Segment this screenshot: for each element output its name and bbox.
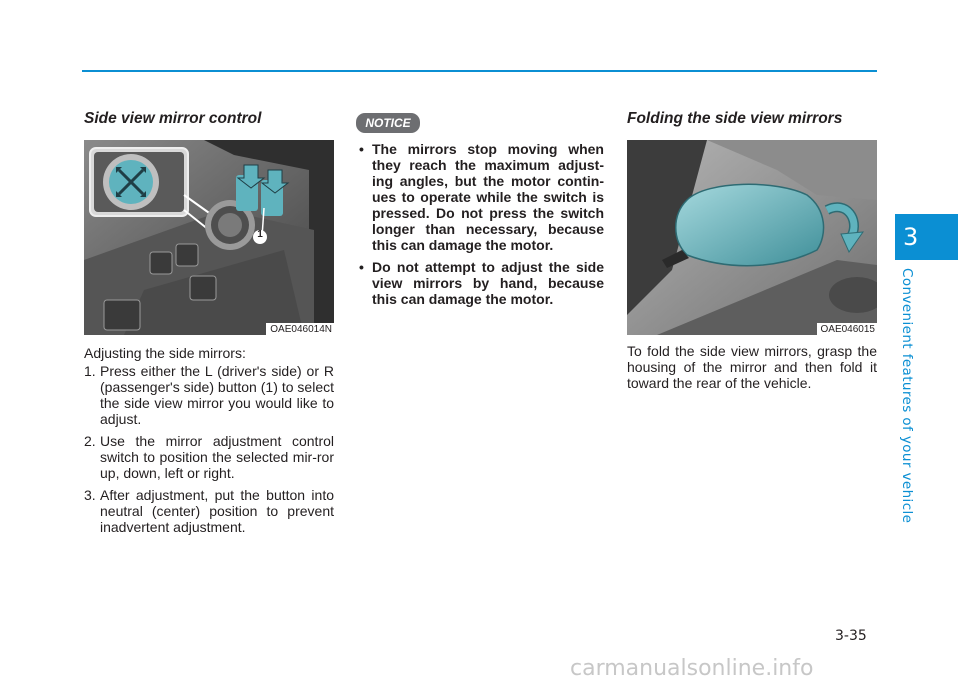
image-code: OAE046015 xyxy=(817,323,878,335)
notice-text: The mirrors stop moving when they reach the maximum adjust-ing angles, but the motor contin-ues to operate while the switch is pressed. Do not press the switch longer than necessary, because this can damage the motor. xyxy=(372,141,604,253)
step-number: 1. xyxy=(84,363,96,379)
step-number: 3. xyxy=(84,487,96,503)
steps-list xyxy=(84,363,334,535)
mirror-control-text xyxy=(84,345,334,541)
callout-number: 1 xyxy=(257,229,263,240)
chapter-label xyxy=(895,268,919,524)
bullet: • xyxy=(359,141,364,157)
list-item xyxy=(84,487,334,535)
list-item xyxy=(84,433,334,481)
chapter-label-text: Convenient features of your vehicle xyxy=(899,268,915,524)
notice-badge: NOTICE xyxy=(356,113,420,133)
image-code: OAE046014N xyxy=(266,323,334,335)
watermark: carmanualsonline.info xyxy=(570,656,814,681)
notice-text: Do not attempt to adjust the side view mirrors by hand, because this can damage the motor. xyxy=(372,259,604,307)
step-text: After adjustment, put the button into neutral (center) position to prevent inadvertent adjustment. xyxy=(100,487,334,535)
folding-mirrors-text: To fold the side view mirrors, grasp the housing of the mirror and then fold it toward the rear of the vehicle. xyxy=(627,343,877,391)
mirror-switch-photo xyxy=(84,140,334,335)
step-text: Press either the L (driver's side) or R (passenger's side) button (1) to select the side view mirror you would like to adjust. xyxy=(100,363,334,427)
list-item xyxy=(356,141,604,253)
section-heading-folding-mirrors: Folding the side view mirrors xyxy=(627,110,843,127)
folding-mirror-photo xyxy=(627,140,877,335)
page-number: 3-35 xyxy=(835,628,867,644)
chapter-tab: 3 xyxy=(895,214,958,260)
intro-text: Adjusting the side mirrors: xyxy=(84,345,246,361)
section-heading-mirror-control: Side view mirror control xyxy=(84,110,262,127)
list-item xyxy=(84,363,334,427)
step-text: Use the mirror adjustment control switch to position the selected mir-ror up, down, left or right. xyxy=(100,433,334,481)
step-number: 2. xyxy=(84,433,96,449)
list-item xyxy=(356,259,604,307)
top-rule xyxy=(82,70,877,72)
notice-list xyxy=(356,141,604,313)
bullet: • xyxy=(359,259,364,275)
